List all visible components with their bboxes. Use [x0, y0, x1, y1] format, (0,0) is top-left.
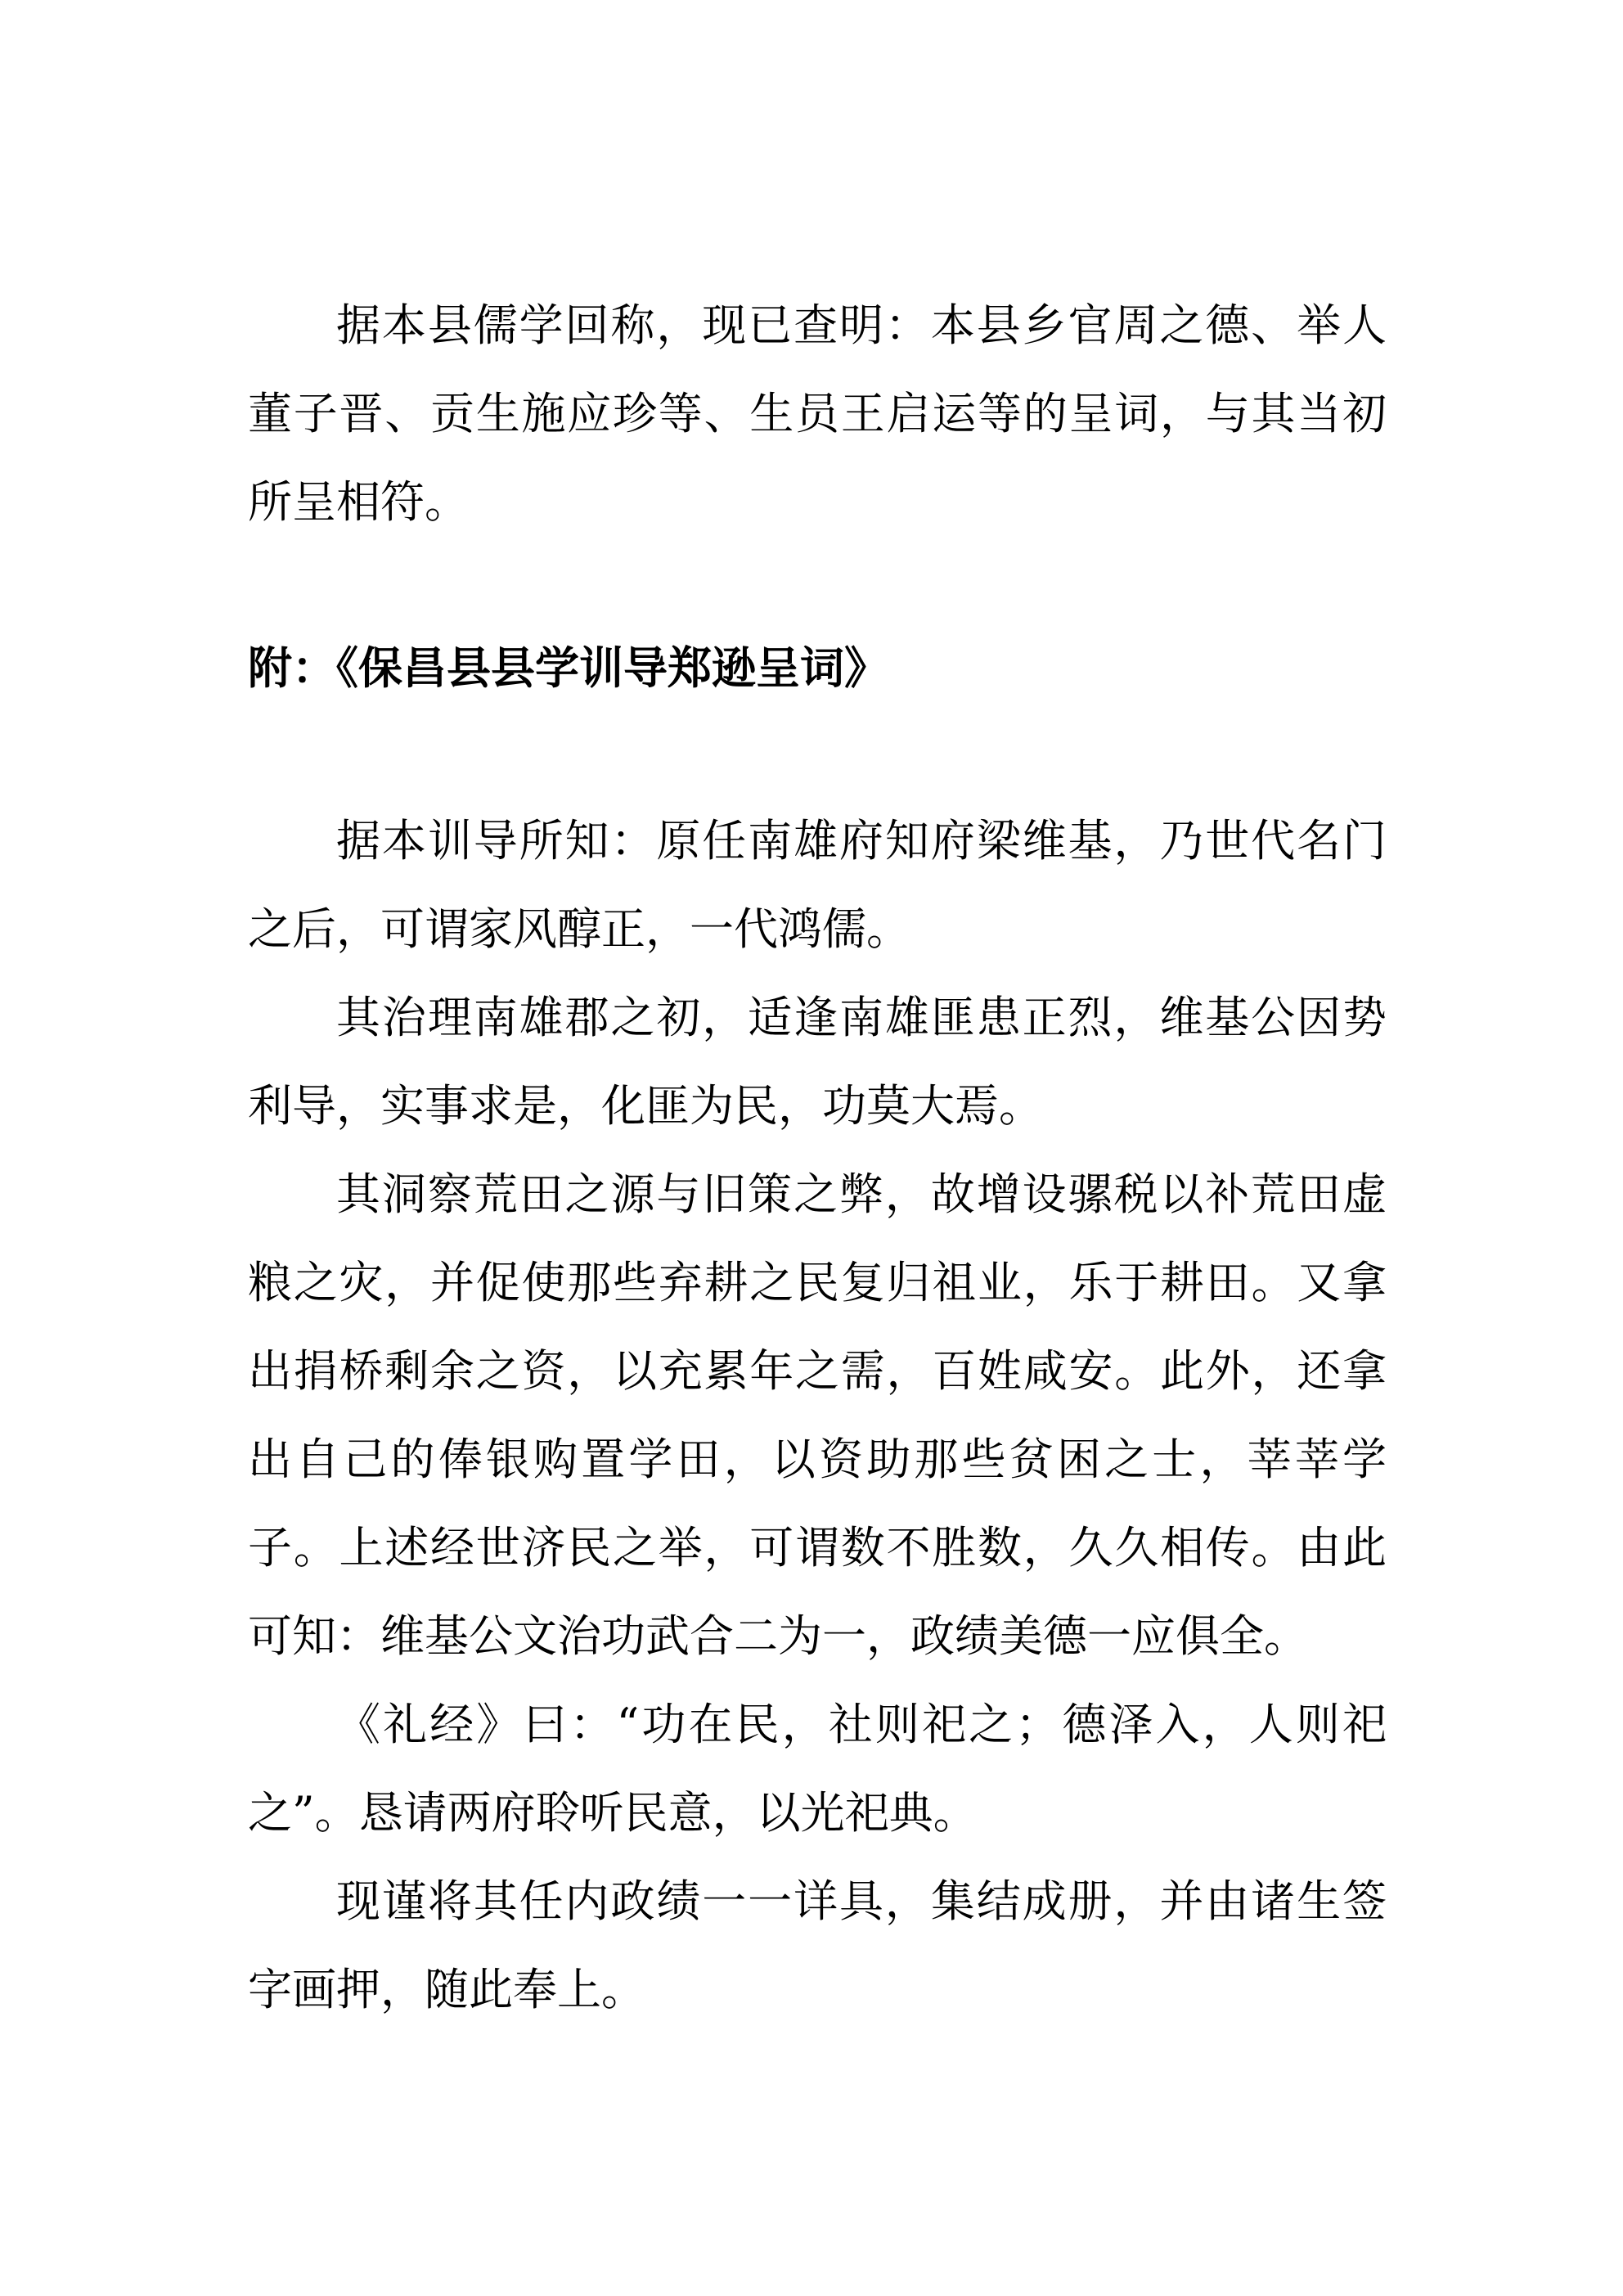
intro-paragraph: 据本县儒学回称，现已查明：本县乡官周之德、举人董子晋、贡生施应珍等、生员王启运等的呈词，与其当初所呈相符。 [248, 299, 1387, 528]
appendix-heading: 附：《保昌县县学训导郑逊呈词》 [248, 642, 888, 694]
paragraph-5: 现谨将其任内政绩一一详具，集结成册，并由诸生签字画押，随此奉上。 [248, 1875, 1387, 2015]
paragraph-2: 其治理南雄郡之初，适逢南雄匪患正烈，维基公因势利导，实事求是，化匪为民，功莫大焉。 [248, 992, 1387, 1132]
paragraph-1: 据本训导所知：原任南雄府知府梁维基，乃世代名门之后，可谓家风醇正，一代鸿儒。 [248, 815, 1387, 955]
paragraph-4: 《礼经》曰：“功在民，社则祀之；德泽入，人则祀之”。恳请两府聆听民意，以光祀典。 [248, 1699, 1387, 1839]
paragraph-3: 其洞察荒田之源与旧策之弊，故增设骡税以补荒田虚粮之灾，并促使那些弃耕之民复归祖业，乐于耕田。又拿出捐桥剩余之资，以充累年之需，百姓咸安。此外，还拿出自己的俸银购置学田，以资助那些贫困之士，莘莘学子。上述经世济民之举，可谓数不胜数，久久相传。由此可知：维基公文治功武合二为一，政绩美德一应俱全。 [248, 1168, 1387, 1662]
